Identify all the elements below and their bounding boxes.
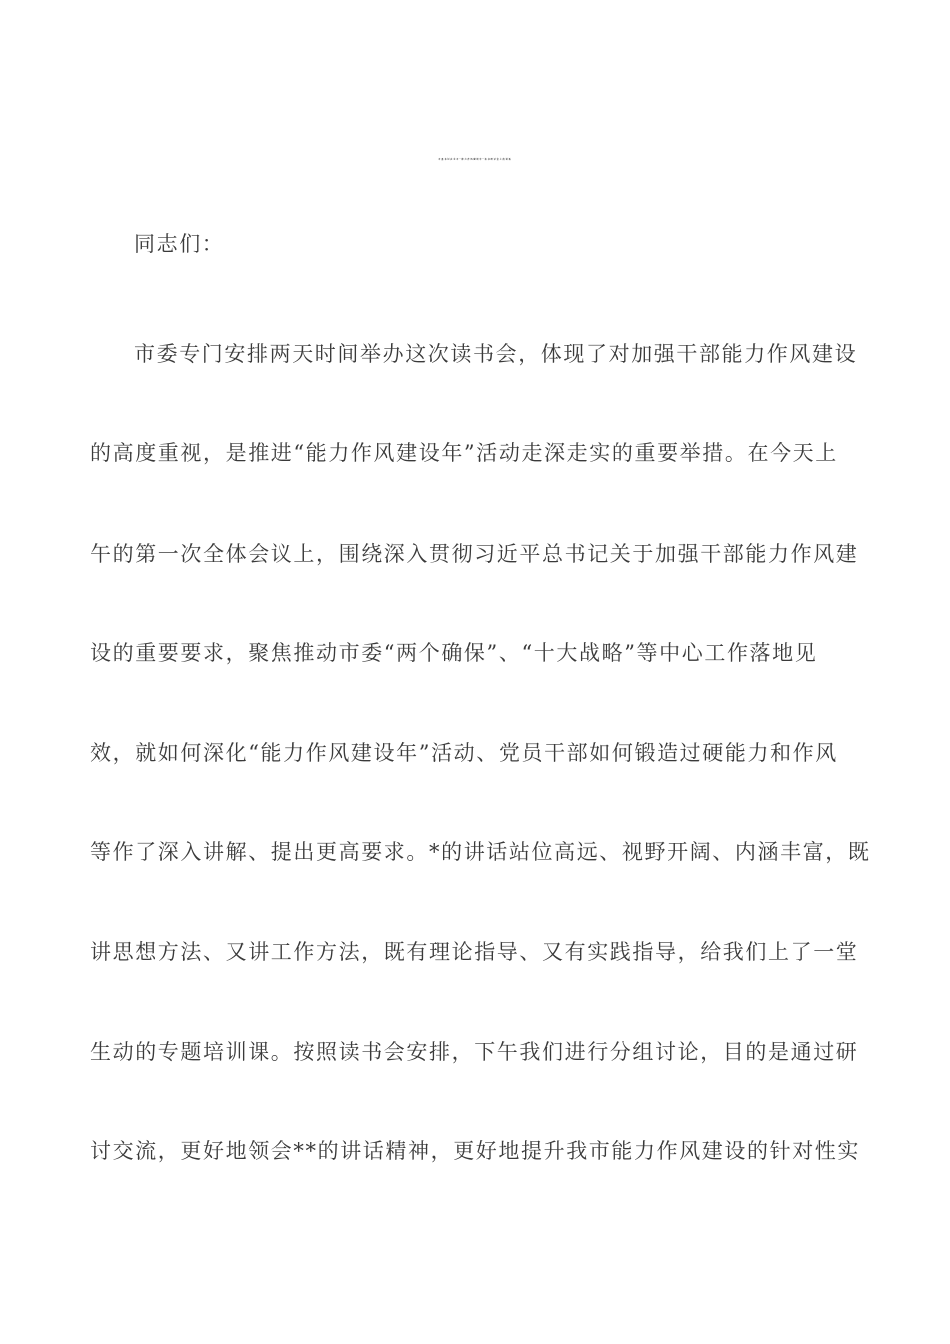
body-line: 设的重要要求，聚焦推动市委“两个确保”、“十大战略”等中心工作落地见 [90, 641, 818, 665]
body-line: 讲思想方法、又讲工作方法，既有理论指导、又有实践指导，给我们上了一堂 [90, 940, 859, 964]
body-line: 午的第一次全体会议上，围绕深入贯彻习近平总书记关于加强干部能力作风建 [90, 542, 859, 566]
body-line: 效，就如何深化“能力作风建设年”活动、党员干部如何锻造过硬能力和作风 [90, 741, 838, 765]
body-line: 市委专门安排两天时间举办这次读书会，体现了对加强干部能力作风建设 [134, 342, 858, 366]
document-title: 市委书记在全市“能力作风建设年”读书研讨会上的讲话 [438, 159, 512, 161]
body-line: 等作了深入讲解、提出更高要求。*的讲话站位高远、视野开阔、内涵丰富，既 [90, 840, 871, 864]
body-line: 生动的专题培训课。按照读书会安排，下午我们进行分组讨论，目的是通过研 [90, 1040, 859, 1064]
salutation: 同志们： [134, 232, 225, 256]
body-line: 的高度重视，是推进“能力作风建设年”活动走深走实的重要举措。在今天上 [90, 441, 838, 465]
body-line: 讨交流，更好地领会**的讲话精神，更好地提升我市能力作风建设的针对性实 [90, 1139, 860, 1163]
